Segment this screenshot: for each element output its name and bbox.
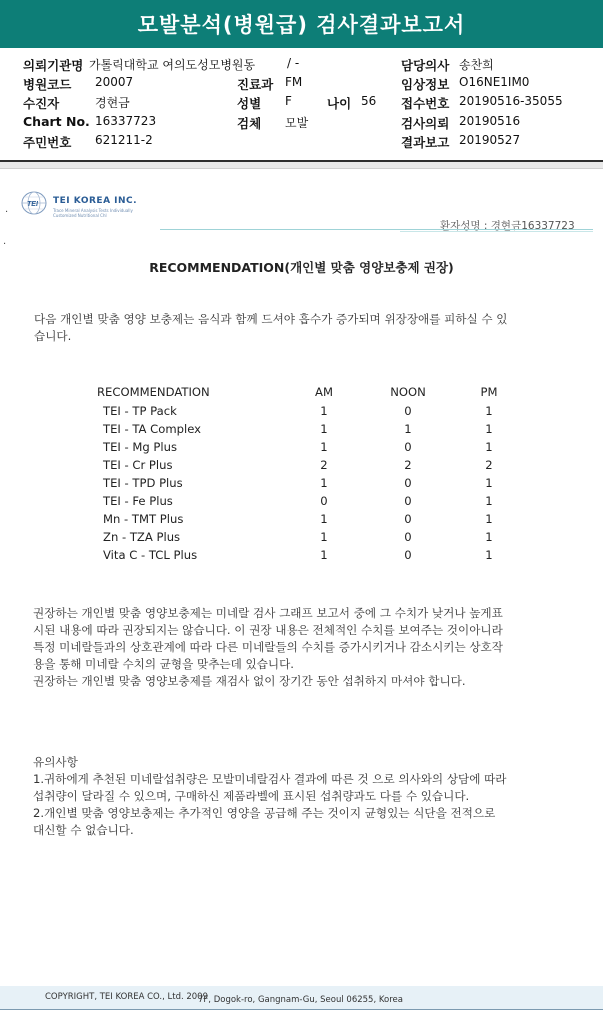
table-cell: 1 xyxy=(320,440,328,454)
table-row xyxy=(97,528,535,546)
table-cell: 0 xyxy=(320,494,328,508)
field-label: 수진자 xyxy=(23,96,60,111)
column-header: PM xyxy=(480,385,498,399)
field-value: 송찬희 xyxy=(459,58,494,72)
field-value: 모발 xyxy=(285,116,309,130)
table-cell: 1 xyxy=(320,512,328,526)
caution-section xyxy=(33,754,507,839)
patient-info-header xyxy=(0,48,603,162)
table-cell: 1 xyxy=(320,404,328,418)
table-row xyxy=(97,510,535,528)
table-cell: 0 xyxy=(404,404,412,418)
table-cell: 1 xyxy=(320,422,328,436)
text-line: 다음 개인별 맞춤 영양 보충제는 음식과 함께 드셔야 흡수가 증가되며 위장장애를 피하실 수 있 xyxy=(34,312,508,326)
field-chart-no xyxy=(23,114,157,129)
field-label: 담당의사 xyxy=(401,58,450,73)
field-value: 621211-2 xyxy=(95,133,153,147)
table-row xyxy=(97,438,535,456)
table-cell: 1 xyxy=(485,440,493,454)
table-cell: Mn - TMT Plus xyxy=(103,512,184,526)
table-row xyxy=(97,402,535,420)
field-label: 의뢰기관명 xyxy=(23,58,84,73)
field-value: O16NE1IM0 xyxy=(459,75,530,89)
field-label: 결과보고 xyxy=(401,135,450,150)
text-line: 1.귀하에게 추천된 미네랄섭취량은 모발미네랄검사 결과에 따른 것 으로 의사와의 상담에 따라 xyxy=(33,772,507,786)
text-line: 섭취량이 달라질 수 있으며, 구매하신 제품라벨에 표시된 섭취량과도 다를 수 있습니다. xyxy=(33,789,470,803)
table-cell: TEI - Mg Plus xyxy=(103,440,178,454)
text-line: 용을 통해 미네랄 수치의 균형을 맞추는데 있습니다. xyxy=(33,657,294,671)
table-cell: 1 xyxy=(320,530,328,544)
footer-copyright: COPYRIGHT, TEI KOREA CO., Ltd. 2009 xyxy=(45,992,208,1002)
field-slash xyxy=(287,56,299,70)
intro-paragraph xyxy=(34,311,508,345)
field-hospital-code xyxy=(23,75,134,93)
table-cell: 1 xyxy=(485,404,493,418)
field-value: 20007 xyxy=(95,75,134,89)
text-line: 2.개인별 맞춤 영양보충제는 추가적인 영양을 공급해 주는 것이지 균형있는 식단을 전적으로 xyxy=(33,806,496,820)
table-cell: Vita C - TCL Plus xyxy=(103,548,198,562)
field-specimen xyxy=(237,114,309,132)
field-doctor xyxy=(401,56,494,74)
table-row xyxy=(97,546,535,564)
field-department xyxy=(237,75,303,93)
field-label: 주민번호 xyxy=(23,135,72,150)
field-value: FM xyxy=(285,75,303,89)
field-label: 검체 xyxy=(237,116,262,131)
table-cell: TEI - Fe Plus xyxy=(103,494,173,508)
table-cell: 0 xyxy=(404,476,412,490)
footer-line xyxy=(0,1009,603,1010)
field-report-date xyxy=(401,133,521,151)
field-label: 접수번호 xyxy=(401,96,450,111)
field-value: 16337723 xyxy=(95,114,157,128)
text-line: 권장하는 개인별 맞춤 영양보충제는 미네랄 검사 그래프 보고서 중에 그 수치가 낮거나 높게표 xyxy=(33,606,503,620)
recommendation-table xyxy=(97,382,535,564)
text-line: 습니다. xyxy=(34,329,72,343)
table-cell: 2 xyxy=(485,458,493,472)
table-row xyxy=(97,492,535,510)
field-value: 56 xyxy=(361,94,377,108)
text-line: 권장하는 개인별 맞춤 영양보충제를 재검사 없이 장기간 동안 섭취하지 마셔야 합니다. xyxy=(33,674,466,688)
column-header: AM xyxy=(315,385,333,399)
table-cell: 1 xyxy=(485,512,493,526)
field-value: / - xyxy=(287,56,300,70)
table-cell: TEI - TPD Plus xyxy=(103,476,183,490)
table-cell: 1 xyxy=(320,548,328,562)
table-cell: 2 xyxy=(320,458,328,472)
field-age xyxy=(327,94,377,112)
table-cell: 1 xyxy=(485,530,493,544)
field-label: 성별 xyxy=(237,96,262,111)
field-value: 가톨릭대학교 여의도성모병원동 xyxy=(89,58,256,72)
field-label: 진료과 xyxy=(237,77,274,92)
field-resident-no xyxy=(23,133,153,151)
field-receipt-no xyxy=(401,94,563,112)
logo-tagline: Trace Mineral Analysis Tests Individually Customized Nutritional Chl xyxy=(53,208,133,218)
caution-title: 유의사항 xyxy=(33,755,78,769)
table-cell: 0 xyxy=(404,494,412,508)
field-label: 병원코드 xyxy=(23,77,72,92)
field-label: 임상정보 xyxy=(401,77,450,92)
text-line: 시된 내용에 따라 권장되지는 않습니다. 이 권장 내용은 전체적인 수치를 보여주는 것이아니라 xyxy=(33,623,503,637)
logo-tei-mark: TEI xyxy=(27,201,38,208)
field-label: Chart No. xyxy=(23,114,90,129)
field-value: 20190527 xyxy=(459,133,521,147)
report-title-banner xyxy=(0,0,603,48)
table-header-row xyxy=(97,382,535,402)
divider-line xyxy=(400,231,593,232)
field-label: 검사의뢰 xyxy=(401,116,450,131)
margin-mark: . xyxy=(5,204,9,215)
table-cell: 0 xyxy=(404,440,412,454)
text-line: 특정 미네랄들과의 상호관계에 따라 다른 미네랄들의 수치를 증가시키거나 감소시키는 상호작 xyxy=(33,640,503,654)
table-row xyxy=(97,456,535,474)
field-sex xyxy=(237,94,292,112)
field-value: F xyxy=(285,94,292,108)
field-patient xyxy=(23,94,130,112)
table-cell: 1 xyxy=(485,476,493,490)
table-cell: 1 xyxy=(485,548,493,562)
table-cell: 1 xyxy=(404,422,412,436)
margin-mark: . xyxy=(3,236,7,247)
field-request-date xyxy=(401,114,521,132)
table-cell: 2 xyxy=(404,458,412,472)
table-cell: 1 xyxy=(485,422,493,436)
column-header: NOON xyxy=(390,385,426,399)
field-value: 경현금 xyxy=(95,96,130,110)
table-cell: 1 xyxy=(320,476,328,490)
divider-line xyxy=(160,229,593,230)
table-row xyxy=(97,420,535,438)
table-cell: 0 xyxy=(404,530,412,544)
table-cell: TEI - TA Complex xyxy=(103,422,202,436)
field-label: 나이 xyxy=(327,96,352,111)
field-clinical-info xyxy=(401,75,530,93)
logo-company-name xyxy=(53,196,137,206)
table-cell: 0 xyxy=(404,512,412,526)
notice-paragraph xyxy=(33,605,503,690)
patient-name-label: 환자성명 : 경현금16337723 xyxy=(440,220,575,232)
page-separator xyxy=(0,162,603,169)
report-title: 모발분석(병원급) 검사결과보고서 xyxy=(137,13,466,37)
table-row xyxy=(97,474,535,492)
field-institution xyxy=(23,56,256,74)
table-cell: 0 xyxy=(404,548,412,562)
logo-company-text: TEI KOREA INC. xyxy=(53,196,138,206)
section-title: RECOMMENDATION(개인별 맞춤 영양보충제 권장) xyxy=(149,260,454,275)
table-cell: TEI - Cr Plus xyxy=(103,458,173,472)
table-cell: 1 xyxy=(485,494,493,508)
field-value: 20190516-35055 xyxy=(459,94,563,108)
text-line: 대신할 수 없습니다. xyxy=(33,823,134,837)
table-cell: TEI - TP Pack xyxy=(103,404,177,418)
column-header: RECOMMENDATION xyxy=(97,385,210,399)
table-cell: Zn - TZA Plus xyxy=(103,530,181,544)
footer-address: 7F, Dogok-ro, Gangnam-Gu, Seoul 06255, Korea xyxy=(198,995,403,1005)
field-value: 20190516 xyxy=(459,114,521,128)
